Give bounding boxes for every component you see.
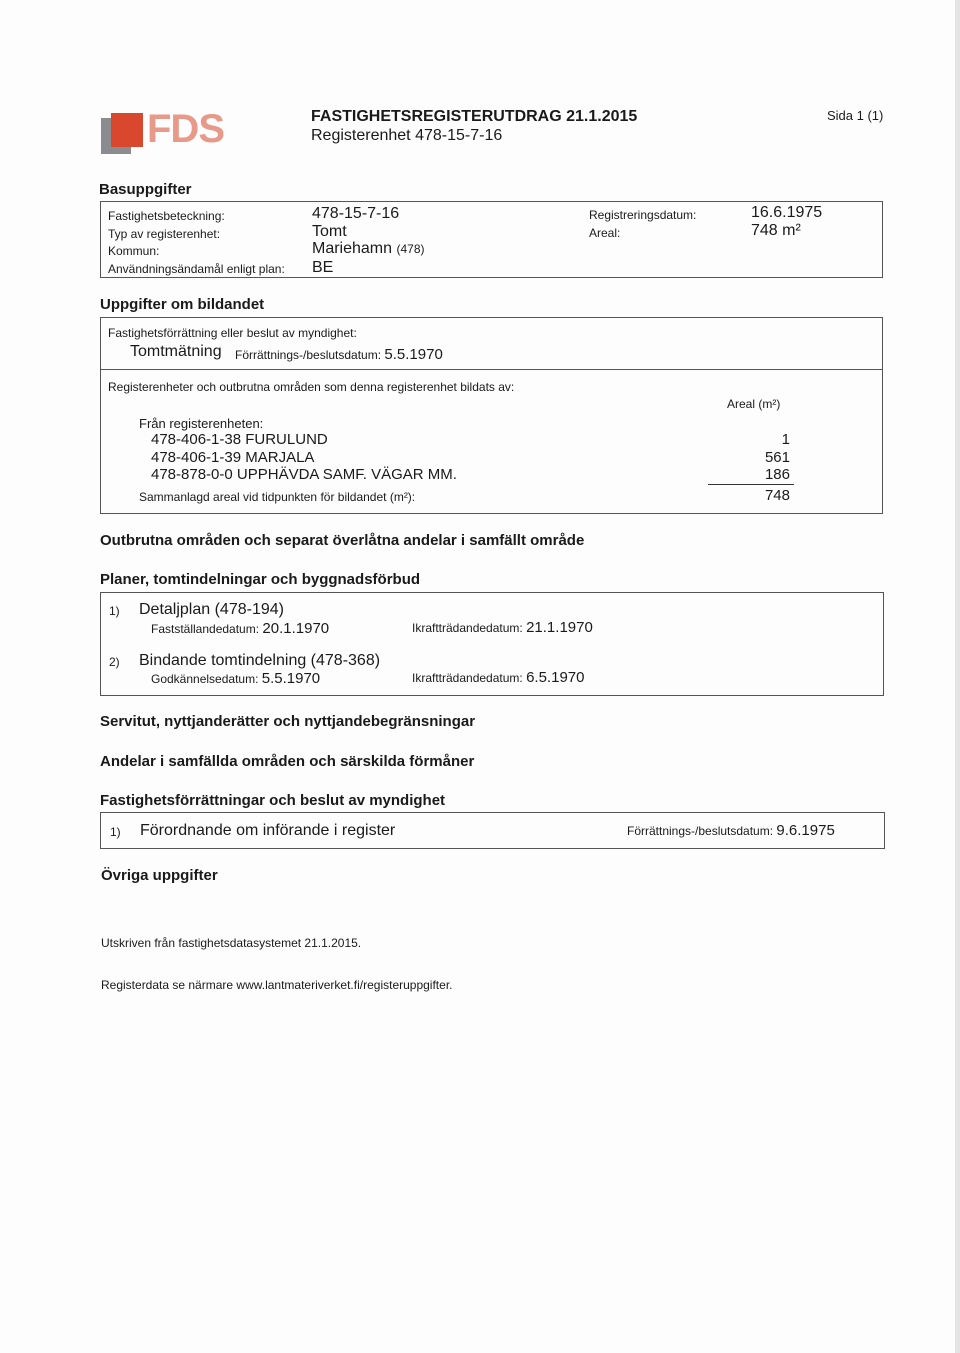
- source-row-2-area: 561: [764, 449, 790, 466]
- plan-2-num: 2): [109, 655, 120, 669]
- areal-header: Areal (m²): [727, 397, 781, 411]
- document-subtitle: Registerenhet 478-15-7-16: [311, 127, 503, 144]
- ovriga-heading: Övriga uppgifter: [101, 867, 218, 884]
- forrattning-1-date: Förrättnings-/beslutsdatum: 9.6.1975: [627, 822, 835, 839]
- page-edge: [955, 0, 960, 1353]
- value-typ: Tomt: [312, 223, 347, 240]
- forrattningar-heading: Fastighetsförrättningar och beslut av myndighet: [100, 792, 446, 809]
- source-row-1-name: 478-406-1-38 FURULUND: [151, 431, 328, 448]
- footer-line-1: Utskriven från fastighetsdatasystemet 21.1.2015.: [101, 936, 362, 950]
- fran-label: Från registerenheten:: [139, 416, 264, 431]
- label-typ: Typ av registerenhet:: [108, 227, 221, 241]
- forrattning-1-num: 1): [110, 825, 121, 839]
- label-kommun: Kommun:: [108, 244, 160, 258]
- total-label: Sammanlagd areal vid tidpunkten för bildandet (m²):: [139, 490, 416, 504]
- basuppgifter-heading: Basuppgifter: [99, 181, 192, 198]
- label-areal: Areal:: [589, 226, 621, 240]
- label-registreringsdatum: Registreringsdatum:: [589, 208, 697, 222]
- label-forrattning: Fastighetsförrättning eller beslut av myndighet:: [108, 326, 357, 340]
- logo-text: FDS: [147, 107, 224, 151]
- source-row-1-area: 1: [781, 431, 790, 448]
- footer-line-2: Registerdata se närmare www.lantmateriverket.fi/registeruppgifter.: [101, 978, 453, 992]
- planer-heading: Planer, tomtindelningar och byggnadsförbud: [100, 571, 421, 588]
- plan-1-num: 1): [109, 604, 120, 618]
- andelar-heading: Andelar i samfällda områden och särskilda förmåner: [100, 753, 475, 770]
- value-anvandning: BE: [312, 259, 334, 276]
- servitut-heading: Servitut, nyttjanderätter och nyttjandebegränsningar: [100, 713, 476, 730]
- label-fastighetsbeteckning: Fastighetsbeteckning:: [108, 209, 225, 223]
- source-row-2-name: 478-406-1-39 MARJALA: [151, 449, 315, 466]
- document-title: FASTIGHETSREGISTERUTDRAG 21.1.2015: [311, 108, 638, 125]
- plan-1-title: Detaljplan (478-194): [139, 601, 284, 618]
- label-anvandning: Användningsändamål enligt plan:: [108, 262, 285, 276]
- value-registreringsdatum: 16.6.1975: [751, 204, 823, 221]
- logo-red-square: [111, 113, 143, 147]
- outbrutna-heading: Outbrutna områden och separat överlåtna andelar i samfällt område: [100, 532, 585, 549]
- plan-1-date2: Ikraftträdandedatum: 21.1.1970: [412, 619, 593, 636]
- plan-2-date1: Godkännelsedatum: 5.5.1970: [151, 670, 321, 687]
- forrattning-1-title: Förordnande om införande i register: [140, 822, 396, 839]
- source-row-3-name: 478-878-0-0 UPPHÄVDA SAMF. VÄGAR MM.: [151, 466, 457, 483]
- bildandet-heading: Uppgifter om bildandet: [100, 296, 265, 313]
- page-number: Sida 1 (1): [827, 108, 884, 123]
- value-kommun: Mariehamn (478): [312, 240, 425, 257]
- source-row-3-area: 186: [764, 466, 790, 483]
- sum-divider: [708, 484, 794, 485]
- value-areal: 748 m²: [751, 222, 801, 239]
- sources-label: Registerenheter och outbrutna områden som denna registerenhet bildats av:: [108, 380, 515, 394]
- plan-2-title: Bindande tomtindelning (478-368): [139, 652, 381, 669]
- total-value: 748: [764, 487, 790, 504]
- value-forrattning: Tomtmätning: [130, 343, 222, 360]
- value-fastighetsbeteckning: 478-15-7-16: [312, 205, 400, 222]
- plan-1-date1: Fastställandedatum: 20.1.1970: [151, 620, 330, 637]
- forrattning-datum: Förrättnings-/beslutsdatum: 5.5.1970: [235, 346, 443, 363]
- plan-2-date2: Ikraftträdandedatum: 6.5.1970: [412, 669, 585, 686]
